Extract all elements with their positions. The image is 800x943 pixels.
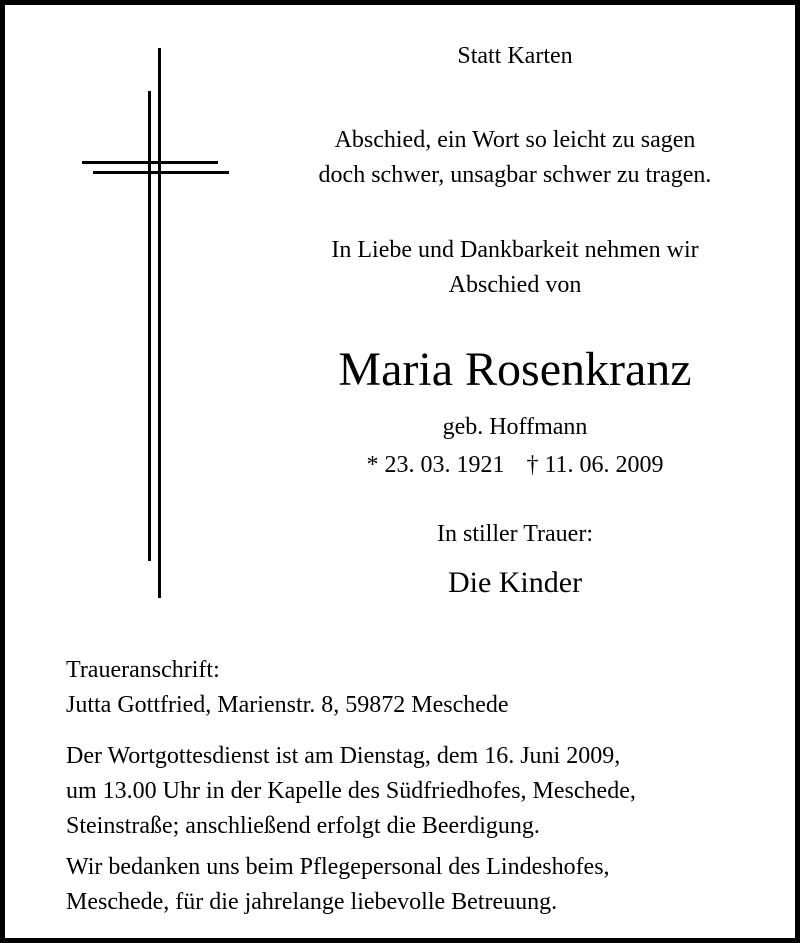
intro-line: In Liebe und Dankbarkeit nehmen wir — [331, 237, 699, 263]
address-label: Traueranschrift: — [66, 657, 220, 683]
life-dates-line — [265, 448, 765, 483]
birth-name: geb. Hoffmann — [442, 414, 588, 440]
service-line: Steinstraße; anschließend erfolgt die Beerdigung. — [66, 813, 540, 839]
thanks-block — [66, 850, 786, 920]
cross-horizontal-bar-bottom — [93, 171, 229, 174]
birth-date: * 23. 03. 1921 — [366, 452, 505, 478]
service-line: Der Wortgottesdienst ist am Dienstag, dem 16. Juni 2009, — [66, 743, 621, 769]
family-signature: Die Kinder — [447, 566, 583, 599]
thanks-line: Wir bedanken uns beim Pflegepersonal des Lindeshofes, — [66, 854, 610, 880]
birth-name-block — [265, 410, 765, 445]
service-line: um 13.00 Uhr in der Kapelle des Südfriedhofes, Meschede, — [66, 778, 636, 804]
intro-block — [265, 233, 765, 303]
mourning-block — [265, 517, 765, 552]
header-text: Statt Karten — [457, 43, 573, 69]
address-block — [66, 653, 786, 723]
cross-icon — [75, 45, 245, 605]
address-value: Jutta Gottfried, Marienstr. 8, 59872 Meschede — [66, 692, 509, 718]
thanks-line: Meschede, für die jahrelange liebevolle Betreuung. — [66, 889, 558, 915]
service-block — [66, 739, 786, 844]
life-dates — [265, 448, 765, 483]
intro-line: Abschied von — [448, 272, 582, 298]
cross-horizontal-bar-top — [82, 161, 218, 164]
death-date: † 11. 06. 2009 — [526, 452, 664, 478]
mourning-label: In stiller Trauer: — [437, 521, 593, 547]
verse-line: Abschied, ein Wort so leicht zu sagen — [334, 127, 696, 153]
verse-block — [265, 123, 765, 193]
header-block — [265, 39, 765, 74]
verse-line: doch schwer, unsagbar schwer zu tragen. — [318, 162, 712, 188]
deceased-name: Maria Rosenkranz — [338, 343, 692, 396]
cross-vertical-bar-right — [158, 48, 161, 598]
